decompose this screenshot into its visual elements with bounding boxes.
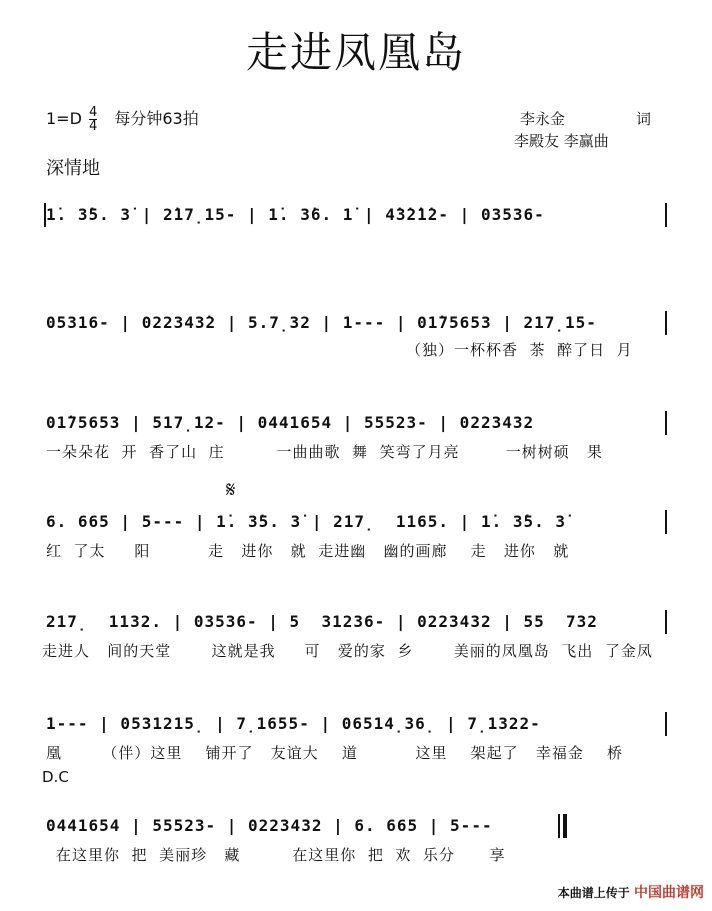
final-barline-thick	[563, 814, 567, 838]
notes-7: 0441654 | 55523- | 0223432 | 6. 665 | 5---	[46, 816, 493, 835]
lyricist-role: 词	[636, 110, 652, 128]
end-barline	[665, 610, 667, 634]
end-barline	[665, 203, 667, 227]
composers: 李殿友 李赢曲	[514, 132, 609, 150]
da-capo-marking: D.C	[42, 768, 69, 786]
key-tempo-line	[46, 106, 199, 133]
notes-6: 1--- | 0531215̣ | 7̣1655- | 06514̣36̣ | 7̣1322-	[46, 714, 541, 733]
end-barline	[665, 411, 667, 435]
key-signature: 1=D	[46, 109, 82, 128]
notes-1: 1̇. 3̇5. 3̇ | 2̇17̣15- | 1̇. 3̇6. 1̇ | 4̇3̇2̇1̇2- | 03536-	[46, 205, 545, 224]
notes-2: 05316- | 022343̇2 | 5.7̣32 | 1--- | 01̇75653 | 217̣15-	[46, 313, 597, 332]
segno-sign: 𝄋	[226, 478, 236, 503]
notes-3: 01̇75653 | 517̣12- | 0441654 | 55523- | 0223432	[46, 413, 535, 432]
tempo-marking: 每分钟63拍	[114, 109, 199, 128]
lyrics-2: （独）一杯杯香 茶 醉了日 月	[406, 341, 633, 359]
footer-credit	[558, 882, 704, 902]
time-sig-bottom: 4	[89, 119, 98, 134]
lyrics-7: 在这里你 把 美丽珍 藏 在这里你 把 欢 乐分 享	[56, 846, 506, 864]
end-barline	[665, 712, 667, 736]
site-logo-text[interactable]: 中国曲谱网	[634, 885, 704, 901]
expression-marking: 深情地	[46, 158, 100, 179]
notes-5: 217̣ 1132. | 03536- | 5 31236- | 0223432 | 55 732	[46, 612, 598, 631]
lyrics-6: 凰 （伴）这里 铺开了 友谊大 道 这里 架起了 幸福金 桥	[46, 744, 623, 762]
lyrics-3: 一朵朵花 开 香了山 庄 一曲曲歌 舞 笑弯了月亮 一树树硕 果	[46, 443, 604, 461]
final-barline-thin	[558, 814, 560, 838]
time-sig-top: 4	[89, 105, 98, 120]
end-barline	[665, 510, 667, 534]
lyrics-4: 红 了太 阳 走 进你 就 走进幽 幽的画廊 走 进你 就	[46, 542, 570, 560]
end-barline	[665, 311, 667, 335]
time-signature	[89, 106, 97, 133]
lyrics-5: 走进人 间的天堂 这就是我 可 爱的家 乡 美丽的凤凰岛 飞出 了金凤	[42, 642, 653, 660]
lyricist: 李永金	[520, 110, 566, 128]
start-barline	[44, 203, 46, 227]
page-title: 走进凤凰岛	[245, 28, 466, 77]
footer-prefix: 本曲谱上传于	[557, 886, 630, 900]
notes-4: 6. 665 | 5--- | 1̇. 3̇5. 3̇ | 217̣ 1165. | 1̇. 3̇5. 3̇	[46, 512, 567, 531]
